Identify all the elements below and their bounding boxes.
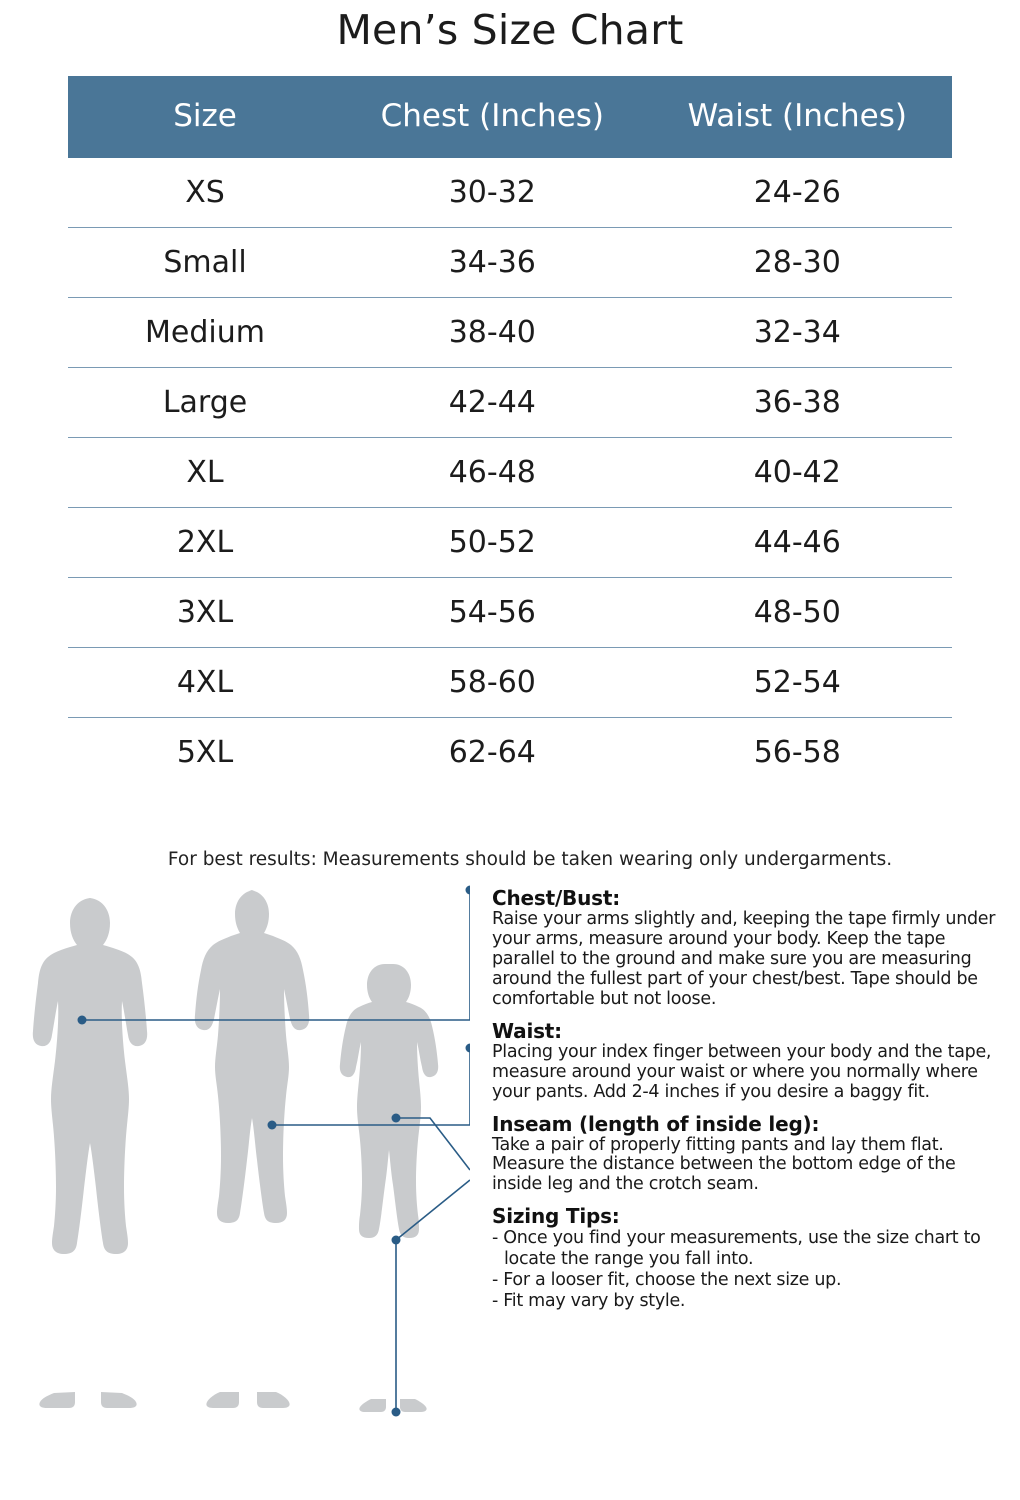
cell-chest: 50-52 <box>342 508 643 578</box>
measurement-note: For best results: Measurements should be taken wearing only undergarments. <box>167 849 893 870</box>
table-row <box>68 718 952 788</box>
sizing-tips-list <box>492 1228 1004 1311</box>
cell-waist: 44-46 <box>643 508 952 578</box>
cell-chest: 46-48 <box>342 438 643 508</box>
page-title: Men’s Size Chart <box>336 6 684 54</box>
cell-waist: 56-58 <box>753 735 841 770</box>
cell-waist: 52-54 <box>643 648 952 718</box>
table-row <box>68 298 952 368</box>
column-header-size: Size <box>68 76 342 158</box>
cell-chest: 58-60 <box>342 648 643 718</box>
cell-waist: 32-34 <box>643 298 952 368</box>
cell-waist: 28-30 <box>643 228 952 298</box>
chest-heading: Chest/Bust: <box>492 886 620 910</box>
cell-size: XL <box>68 438 342 508</box>
cell-size: Medium <box>68 298 342 368</box>
list-item: - Fit may vary by style. <box>492 1291 686 1312</box>
table-row <box>68 158 952 228</box>
body-silhouettes-illustration <box>0 880 470 1420</box>
size-chart-table <box>68 76 952 787</box>
cell-size: 5XL <box>176 735 234 770</box>
measurement-guide-section <box>0 880 1020 1420</box>
table-row <box>68 228 952 298</box>
waist-body: Placing your index finger between your body and the tape, measure around your waist or where you normally where your pants. Add 2-4 inches if you desire a baggy fit. <box>492 1041 992 1102</box>
cell-waist: 24-26 <box>643 158 952 228</box>
column-header-chest: Chest (Inches) <box>342 76 643 158</box>
waist-instruction-block <box>492 1019 1004 1103</box>
table-row <box>68 368 952 438</box>
sizing-tips-heading: Sizing Tips: <box>492 1204 620 1229</box>
table-row <box>68 648 952 718</box>
cell-waist: 40-42 <box>643 438 952 508</box>
measurement-instructions <box>492 886 1004 1315</box>
cell-size: Small <box>68 228 342 298</box>
waist-heading: Waist: <box>492 1018 562 1043</box>
cell-chest: 34-36 <box>342 228 643 298</box>
cell-size: 4XL <box>68 648 342 718</box>
table-row <box>68 578 952 648</box>
chest-instruction-block <box>492 886 1004 1010</box>
list-item: - For a looser fit, choose the next size up. <box>492 1269 842 1290</box>
table-row <box>68 508 952 578</box>
inseam-instruction-block <box>492 1112 1004 1196</box>
chest-body: Raise your arms slightly and, keeping the tape firmly under your arms, measure around your body. Keep the tape parallel to the ground and make sure you are measuring around the fullest part of your chest/best. Tape should be comfortable but not loose. <box>492 909 996 1009</box>
cell-size: XS <box>68 158 342 228</box>
cell-chest: 38-40 <box>342 298 643 368</box>
inseam-body: Take a pair of properly fitting pants and lay them flat. Measure the distance between the bottom edge of the inside leg and the crotch seam. <box>492 1134 956 1195</box>
sizing-tips-block <box>492 1204 1004 1311</box>
cell-size: Large <box>68 368 342 438</box>
size-chart-table-wrapper <box>68 76 952 787</box>
list-item: - Once you find your measurements, use the size chart to locate the range you fall into. <box>492 1228 981 1269</box>
column-header-waist: Waist (Inches) <box>643 76 952 158</box>
cell-waist: 36-38 <box>643 368 952 438</box>
cell-size: 3XL <box>68 578 342 648</box>
cell-chest: 30-32 <box>342 158 643 228</box>
cell-chest: 42-44 <box>342 368 643 438</box>
table-header-row <box>68 76 952 158</box>
cell-chest: 62-64 <box>448 735 536 770</box>
table-row <box>68 438 952 508</box>
cell-waist: 48-50 <box>643 578 952 648</box>
inseam-heading: Inseam (length of inside leg): <box>492 1111 820 1136</box>
cell-chest: 54-56 <box>342 578 643 648</box>
cell-size: 2XL <box>68 508 342 578</box>
